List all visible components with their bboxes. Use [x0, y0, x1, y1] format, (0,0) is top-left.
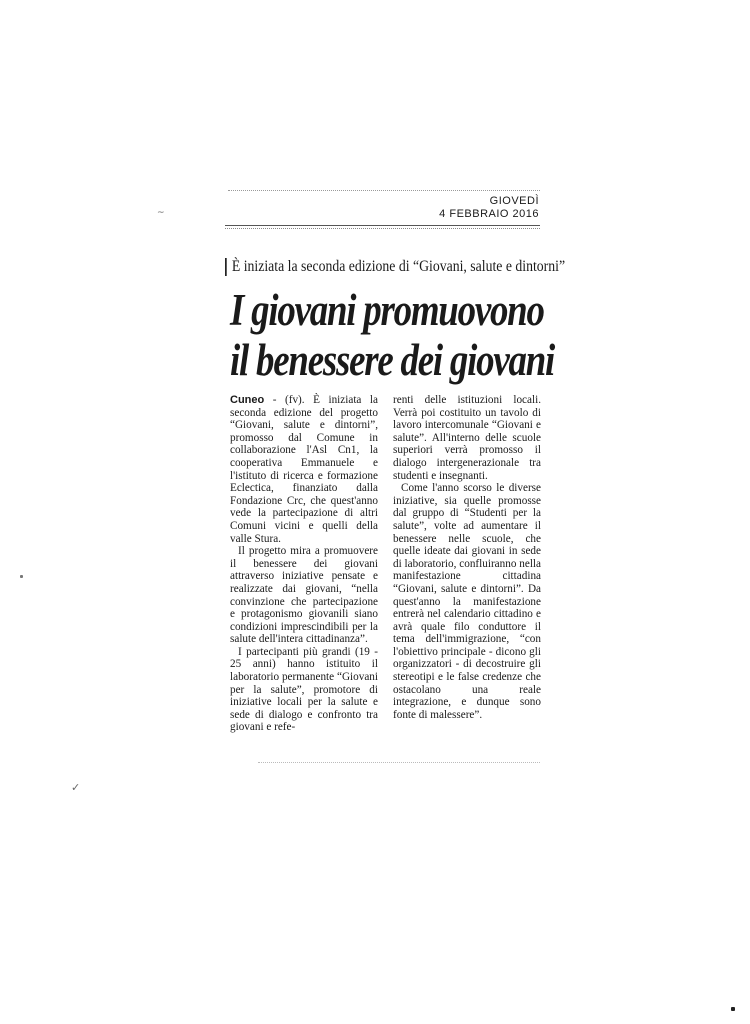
scan-dot: [731, 1007, 735, 1011]
article-headline: [230, 285, 555, 385]
scan-dot: [20, 575, 23, 578]
article-paragraph: Il progetto mira a promuovere il benessere dei giovani attraverso iniziative pensate e realizzate dai giovani, “nella convinzione che partecipazione e protagonismo giovanili siano condizioni imprescindibili per la salute dell'intera cittadinanza”.: [230, 545, 378, 646]
headline-line-2: il benessere dei giovani: [230, 335, 555, 385]
header-date: 4 FEBBRAIO 2016: [439, 208, 539, 220]
header-rule: [225, 225, 540, 226]
byline: Cuneo: [230, 394, 265, 406]
article-column-right: [393, 394, 541, 721]
article-paragraph-text: - (fv). È iniziata la seconda edizione del progetto “Giovani, salute e dintorni”, promosso dal Comune in collaborazione l'Asl Cn1, la cooperativa Emmanuele e l'istituto di ricerca e formazione Eclectica, finanziato dalla Fondazione Crc, che quest'anno vede la partecipazione di altri Comuni vicini e quelli della valle Stura.: [230, 394, 378, 545]
article-kicker: È iniziata la seconda edizione di “Giovani, salute e dintorni”: [225, 258, 565, 276]
scan-mark: ✓: [71, 781, 81, 794]
article-paragraph: [230, 394, 378, 545]
scan-mark: ~: [157, 208, 165, 218]
header-rule-thin: [225, 228, 540, 229]
headline-line-1: I giovani promuovono: [230, 285, 544, 335]
article-paragraph: Come l'anno scorso le diverse iniziative, sia quelle promosse dal gruppo di “Studenti per la salute”, volte ad aumentare il benessere nelle scuole, che quelle ideate dai giovani in sede di laboratorio, confluiranno nella manifestazione cittadina “Giovani, salute e dintorni”. Da quest'anno la manifestazione entrerà nel calendario cittadino e avrà quale filo conduttore il tema dell'immigrazione, “con l'obiettivo principale - dicono gli organizzatori - di decostruire gli stereotipi e le false credenze che ostacolano una reale integrazione, e dunque sono fonte di malessere”.: [393, 482, 541, 721]
header-dotted-rule: [228, 190, 540, 191]
header-day: GIOVEDÌ: [489, 195, 539, 207]
article-paragraph: I partecipanti più grandi (19 - 25 anni) hanno istituito il laboratorio permanente “Giovani per la salute”, promotore di iniziative locali per la salute e sede di dialogo e confronto tra giovani e refe-: [230, 645, 378, 734]
footer-dotted-rule: [258, 762, 540, 763]
article-column-left: [230, 394, 378, 734]
article-paragraph: renti delle istituzioni locali. Verrà poi costituito un tavolo di lavoro intercomunale “Giovani e salute”. All'interno delle scuole superiori verrà promosso il dialogo intergenerazionale tra studenti e insegnanti.: [393, 394, 541, 482]
